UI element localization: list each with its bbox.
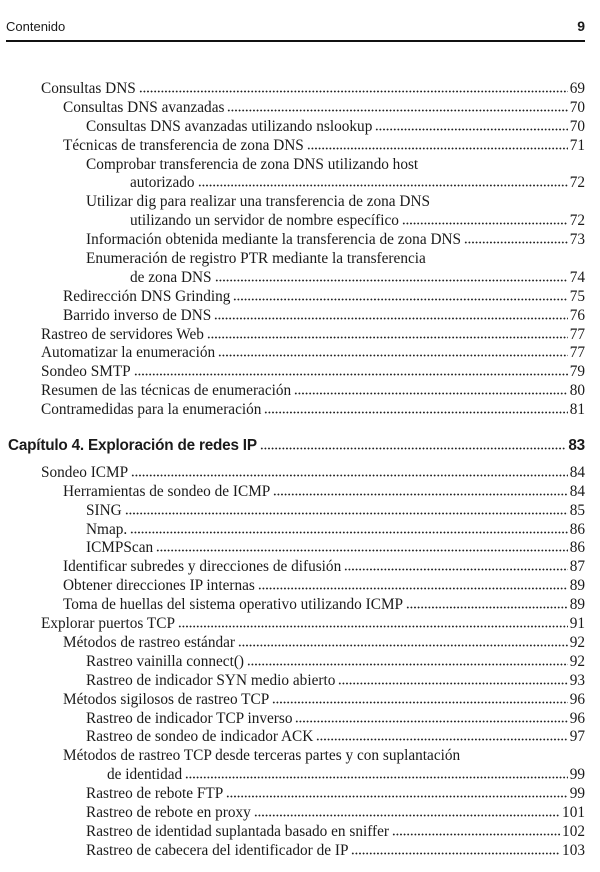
- toc-entry-title: Sondeo ICMP: [41, 463, 129, 481]
- toc-page-number: 85: [569, 501, 585, 519]
- dot-leader: [351, 845, 560, 855]
- dot-leader: [218, 347, 568, 357]
- toc-entry[interactable]: [0, 307, 600, 326]
- toc-page-number: 72: [569, 212, 585, 230]
- toc-entry[interactable]: [0, 326, 600, 345]
- dot-leader: [344, 561, 567, 571]
- toc-entry-title: Rastreo de cabecera del identificador de IP: [86, 841, 349, 859]
- dot-leader: [125, 505, 568, 515]
- toc-entry[interactable]: [0, 193, 600, 231]
- toc-entry[interactable]: [0, 363, 600, 382]
- toc-entry-title: Rastreo vainilla connect(): [86, 652, 245, 670]
- dot-leader: [273, 486, 567, 496]
- toc-entry-line: [0, 710, 600, 729]
- toc-entry-title: ICMPScan: [86, 539, 154, 557]
- toc-entry-line: [0, 785, 600, 804]
- toc-page-number: 89: [569, 577, 585, 595]
- dot-leader: [134, 366, 568, 376]
- dot-leader: [316, 731, 567, 741]
- dot-leader: [294, 385, 568, 395]
- toc-entry-line: [0, 691, 600, 710]
- dot-leader: [402, 215, 568, 225]
- toc-entry[interactable]: [0, 728, 600, 747]
- toc-entry[interactable]: [0, 634, 600, 653]
- dot-leader: [295, 713, 567, 723]
- toc-entry-line: [0, 766, 600, 785]
- toc-entry-title: Información obtenida mediante la transferencia de zona DNS: [86, 231, 462, 249]
- toc-page-number: 79: [569, 363, 585, 381]
- header-title: Contenido: [6, 19, 66, 34]
- toc-entry-title: utilizando un servidor de nombre específico: [130, 212, 399, 230]
- toc-chapter-entry[interactable]: [0, 437, 600, 456]
- toc-entry-line: [0, 307, 600, 326]
- toc-entry-line: [0, 558, 600, 577]
- toc-entry-line: [0, 288, 600, 307]
- toc-entry-line: [0, 99, 600, 118]
- toc-entry-line: [0, 577, 600, 596]
- toc-entry[interactable]: [0, 823, 600, 842]
- header-page-number: 9: [577, 18, 585, 34]
- toc-entry-title: de zona DNS: [130, 268, 212, 286]
- toc-page-number: 70: [569, 98, 585, 116]
- toc-page-number: 73: [569, 231, 585, 249]
- toc-entry-title: Consultas DNS avanzadas utilizando nslookup: [86, 117, 373, 135]
- toc-entry-line: [0, 615, 600, 634]
- toc-entry[interactable]: [0, 747, 600, 785]
- toc-entry-title: autorizado: [130, 174, 195, 192]
- toc-entry-line: [0, 344, 600, 363]
- toc-entry-line: [0, 401, 600, 420]
- toc-page-number: 83: [568, 437, 585, 455]
- toc-page-number: 70: [569, 117, 585, 135]
- toc-entry-title: Utilizar dig para realizar una transferencia de zona DNS: [86, 193, 431, 211]
- toc-entry[interactable]: [0, 804, 600, 823]
- toc-entry[interactable]: [0, 231, 600, 250]
- toc-page-number: 84: [569, 482, 585, 500]
- toc-entry[interactable]: [0, 156, 600, 194]
- toc-page-number: 86: [569, 539, 585, 557]
- toc-entry-line: [0, 231, 600, 250]
- dot-leader: [307, 140, 568, 150]
- toc-entry-title: Rastreo de rebote en proxy: [86, 803, 251, 821]
- toc-page-number: 96: [569, 690, 585, 708]
- toc-entry[interactable]: [0, 382, 600, 401]
- toc-page-number: 74: [569, 268, 585, 286]
- toc-entry-title: Capítulo 4. Exploración de redes IP: [8, 437, 257, 455]
- toc-page-number: 91: [569, 615, 585, 633]
- dot-leader: [215, 272, 568, 282]
- toc-page-number: 93: [569, 671, 585, 689]
- toc-entry[interactable]: [0, 615, 600, 634]
- dot-leader: [233, 291, 567, 301]
- toc-page-number: 99: [569, 766, 585, 784]
- dot-leader: [130, 524, 567, 534]
- toc-entry-line: [0, 156, 600, 175]
- toc-entry-title: Técnicas de transferencia de zona DNS: [63, 136, 304, 154]
- toc-page-number: 92: [569, 652, 585, 670]
- toc-entry-title: Nmap.: [86, 520, 128, 538]
- toc-entry-title: SING: [86, 501, 122, 519]
- toc-entry-line: [0, 193, 600, 212]
- toc-entry-line: [0, 823, 600, 842]
- toc-entry-line: [0, 437, 600, 456]
- toc-entry-line: [0, 728, 600, 747]
- toc-entry[interactable]: [0, 483, 600, 502]
- toc-entry-line: [0, 539, 600, 558]
- toc-entry-title: Métodos sigilosos de rastreo TCP: [63, 690, 270, 708]
- dot-leader: [254, 807, 560, 817]
- toc-entry-line: [0, 521, 600, 540]
- toc-entry-title: Rastreo de identidad suplantada basado en sniffer: [86, 822, 390, 840]
- toc-entry[interactable]: [0, 250, 600, 288]
- toc-entry[interactable]: [0, 99, 600, 118]
- toc-entry-line: [0, 326, 600, 345]
- toc-entry-line: [0, 653, 600, 672]
- toc-entry-title: Métodos de rastreo estándar: [63, 633, 236, 651]
- toc-entry-title: Redirección DNS Grinding: [63, 287, 231, 305]
- toc-page-number: 81: [569, 401, 585, 419]
- toc-entry-line: [0, 596, 600, 615]
- dot-leader: [238, 637, 568, 647]
- toc-entry[interactable]: [0, 288, 600, 307]
- toc-entry[interactable]: [0, 521, 600, 540]
- toc-page-number: 77: [569, 344, 585, 362]
- toc-entry[interactable]: [0, 344, 600, 363]
- toc-entry-title: Resumen de las técnicas de enumeración: [41, 382, 292, 400]
- toc-entry[interactable]: [0, 672, 600, 691]
- toc-entry[interactable]: [0, 710, 600, 729]
- toc-page-number: 86: [569, 520, 585, 538]
- toc-page-number: 99: [569, 785, 585, 803]
- toc-entry-line: [0, 118, 600, 137]
- toc-entry[interactable]: [0, 401, 600, 420]
- dot-leader: [406, 599, 568, 609]
- dot-leader: [226, 788, 567, 798]
- toc-page-number: 92: [569, 633, 585, 651]
- dot-leader: [464, 234, 568, 244]
- toc-entry-line: [0, 212, 600, 231]
- running-header: [6, 18, 585, 42]
- toc-page-number: 84: [569, 463, 585, 481]
- dot-leader: [260, 440, 567, 450]
- toc-entry[interactable]: [0, 118, 600, 137]
- toc-entry-line: [0, 174, 600, 193]
- toc-entry[interactable]: [0, 691, 600, 710]
- dot-leader: [207, 329, 568, 339]
- toc-entry[interactable]: [0, 842, 600, 861]
- toc-page-number: 101: [562, 803, 585, 821]
- toc-entry[interactable]: [0, 539, 600, 558]
- toc-entry[interactable]: [0, 785, 600, 804]
- toc-page-number: 71: [569, 136, 585, 154]
- toc-entry-title: Herramientas de sondeo de ICMP: [63, 482, 271, 500]
- toc-page-number: 80: [569, 382, 585, 400]
- toc-entry-title: Explorar puertos TCP: [41, 615, 175, 633]
- toc-entry[interactable]: [0, 464, 600, 483]
- toc-entry-title: de identidad: [107, 766, 183, 784]
- toc-page-number: 89: [569, 596, 585, 614]
- toc-entry-line: [0, 382, 600, 401]
- toc-entry-title: Comprobar transferencia de zona DNS utilizando host: [86, 155, 419, 173]
- dot-leader: [392, 826, 560, 836]
- toc-entry-title: Sondeo SMTP: [41, 363, 131, 381]
- toc-entry-title: Enumeración de registro PTR mediante la transferencia: [86, 250, 426, 268]
- dot-leader: [272, 694, 567, 704]
- toc-page-number: 102: [562, 822, 585, 840]
- dot-leader: [227, 102, 567, 112]
- toc-entry-line: [0, 804, 600, 823]
- dot-leader: [258, 580, 568, 590]
- dot-leader: [264, 404, 567, 414]
- toc-page-number: 97: [569, 728, 585, 746]
- toc-entry-title: Rastreo de indicador SYN medio abierto: [86, 671, 336, 689]
- toc-entry[interactable]: [0, 596, 600, 615]
- toc-entry-title: Automatizar la enumeración: [41, 344, 216, 362]
- toc-entry-title: Contramedidas para la enumeración: [41, 401, 262, 419]
- dot-leader: [198, 177, 568, 187]
- toc-entry-line: [0, 80, 600, 99]
- toc-entry-title: Rastreo de servidores Web: [41, 325, 204, 343]
- toc-page-number: 103: [562, 841, 585, 859]
- toc-entry-line: [0, 137, 600, 156]
- toc-entry-title: Rastreo de indicador TCP inverso: [86, 709, 293, 727]
- dot-leader: [375, 121, 567, 131]
- toc-entry-title: Consultas DNS avanzadas: [63, 98, 225, 116]
- toc-page-number: 72: [569, 174, 585, 192]
- toc-entry-title: Consultas DNS: [41, 80, 136, 97]
- toc-entry-line: [0, 269, 600, 288]
- dot-leader: [156, 542, 568, 552]
- toc-page-number: 69: [569, 80, 585, 97]
- toc-entry[interactable]: [0, 577, 600, 596]
- toc-entry-title: Barrido inverso de DNS: [63, 306, 212, 324]
- toc-entry-title: Identificar subredes y direcciones de difusión: [63, 558, 342, 576]
- toc-entry-line: [0, 634, 600, 653]
- toc-entry-line: [0, 363, 600, 382]
- toc-page-number: 77: [569, 325, 585, 343]
- toc-entry-line: [0, 483, 600, 502]
- dot-leader: [178, 618, 568, 628]
- dot-leader: [139, 83, 568, 93]
- toc-entry[interactable]: [0, 80, 600, 99]
- toc-page-number: 76: [569, 306, 585, 324]
- table-of-contents: [0, 80, 600, 861]
- toc-entry-line: [0, 842, 600, 861]
- toc-entry-line: [0, 502, 600, 521]
- toc-entry-title: Toma de huellas del sistema operativo utilizando ICMP: [63, 596, 404, 614]
- toc-page-number: 75: [569, 287, 585, 305]
- dot-leader: [185, 769, 568, 779]
- toc-entry-line: [0, 672, 600, 691]
- toc-page-number: 96: [569, 709, 585, 727]
- toc-entry[interactable]: [0, 137, 600, 156]
- dot-leader: [338, 675, 567, 685]
- toc-entry[interactable]: [0, 502, 600, 521]
- toc-entry-title: Métodos de rastreo TCP desde terceras partes y con suplantación: [63, 747, 461, 765]
- toc-entry-title: Obtener direcciones IP internas: [63, 577, 255, 595]
- toc-page-number: 87: [569, 558, 585, 576]
- dot-leader: [247, 656, 568, 666]
- dot-leader: [131, 467, 568, 477]
- dot-leader: [214, 310, 567, 320]
- toc-entry-line: [0, 464, 600, 483]
- toc-entry[interactable]: [0, 653, 600, 672]
- toc-entry-line: [0, 747, 600, 766]
- toc-entry-title: Rastreo de rebote FTP: [86, 785, 224, 803]
- toc-entry[interactable]: [0, 558, 600, 577]
- toc-entry-title: Rastreo de sondeo de indicador ACK: [86, 728, 314, 746]
- toc-entry-line: [0, 250, 600, 269]
